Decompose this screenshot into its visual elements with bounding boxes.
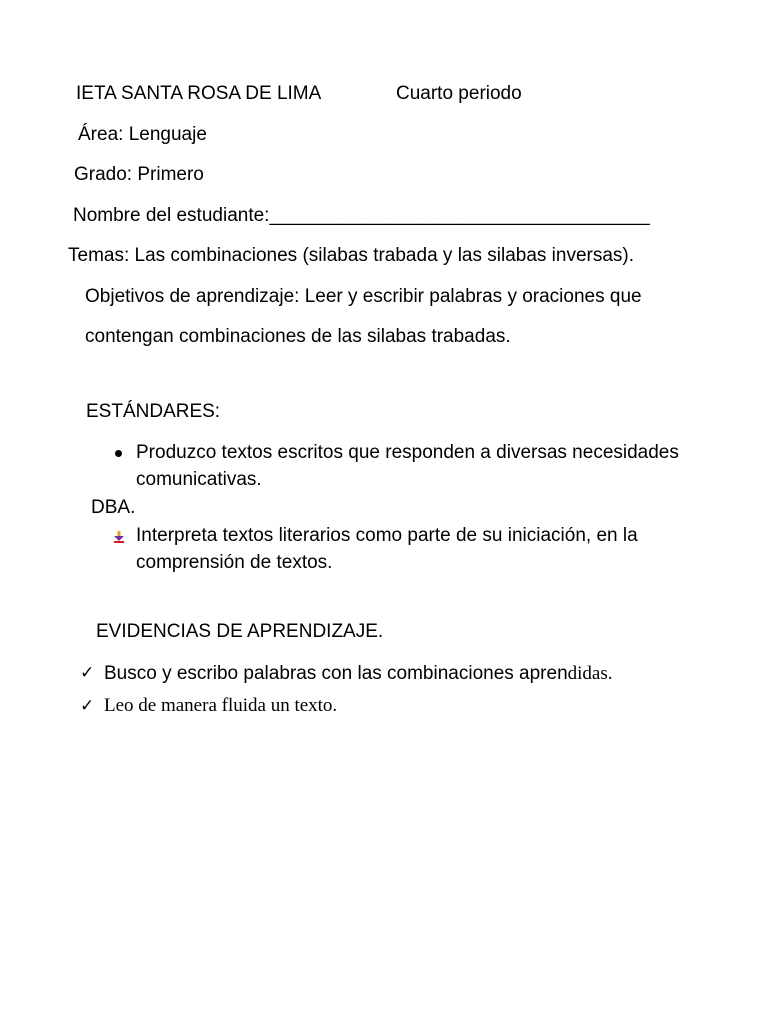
area-label: Área: Lenguaje	[78, 124, 207, 145]
topics-line: Temas: Las combinaciones (silabas trabada y las silabas inversas).	[68, 245, 635, 266]
check-mark-icon: ✓	[80, 663, 95, 683]
standards-item-line-1: Produzco textos escritos que responden a diversas necesidades	[136, 442, 679, 463]
evidences-heading: EVIDENCIAS DE APRENDIZAJE.	[96, 621, 384, 642]
objectives-line-1: Objetivos de aprendizaje: Leer y escribir palabras y oraciones que	[85, 286, 642, 307]
evidence-item-1-ending: didas.	[567, 663, 613, 684]
student-name-field: Nombre del estudiante:____________________________________	[73, 205, 650, 226]
dba-item-line-1: Interpreta textos literarios como parte de su iniciación, en la	[136, 525, 638, 546]
arrow-bullet-icon	[113, 531, 125, 543]
standards-item-line-2: comunicativas.	[136, 469, 262, 490]
check-mark-icon: ✓	[80, 696, 95, 716]
evidence-item-2: Leo de manera fluida un texto.	[104, 695, 338, 716]
school-name: IETA SANTA ROSA DE LIMA	[76, 83, 322, 104]
objectives-line-2: contengan combinaciones de las silabas trabadas.	[85, 326, 511, 347]
standards-heading: ESTÁNDARES:	[86, 401, 221, 422]
evidence-item-1-text: Busco y escribo palabras con las combinaciones apren	[104, 663, 568, 684]
bullet-dot-icon	[115, 450, 122, 457]
grade-label: Grado: Primero	[74, 164, 204, 185]
dba-heading: DBA.	[91, 497, 136, 518]
period-label: Cuarto periodo	[396, 83, 522, 104]
dba-item-line-2: comprensión de textos.	[136, 552, 333, 573]
evidence-item-1	[104, 662, 613, 686]
